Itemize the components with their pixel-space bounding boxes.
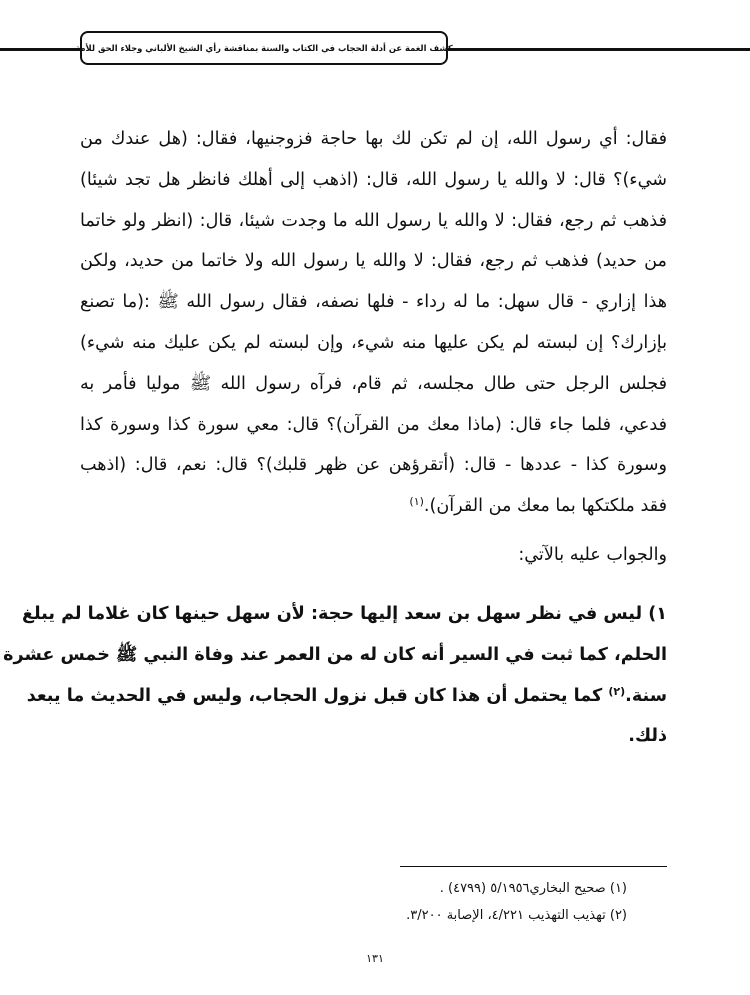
text-line: شيء)؟ قال: لا والله يا رسول الله، قال: (اذهب إلى أهلك فانظر هل تجد شيئا) [80, 169, 667, 190]
text-line: الحلم، كما ثبت في السير أنه كان له من العمر عند وفاة النبي ﷺ خمس عشرة [3, 644, 667, 665]
text-line: فجلس الرجل حتى طال مجلسه، ثم قام، فرآه رسول الله ﷺ موليا فأمر به [80, 373, 667, 394]
text-line-end: كما يحتمل أن هذا كان قبل نزول الحجاب، وليس في الحديث ما يبعد [26, 685, 609, 706]
text-line: بإزارك؟ إن لبسته لم يكن عليها منه شيء، وإن لبسته لم يكن عليك منه شيء) [80, 332, 667, 353]
text-line: فدعي، فلما جاء قال: (ماذا معك من القرآن)؟ قال: معي سورة كذا وسورة كذا [80, 414, 667, 435]
text-line: وسورة كذا - عددها - قال: (أتقرؤهن عن ظهر قلبك)؟ قال: نعم، قال: (اذهب [80, 455, 667, 476]
footnote-2: (٢) تهذيب التهذيب ٤/٢٢١، الإصابة ٣/٢٠٠. [406, 908, 627, 923]
text-line: فذهب ثم رجع، فقال: لا والله يا رسول الله ما وجدت شيئا، قال: (انظر ولو خاتما [80, 210, 667, 231]
footnote-1: (١) صحيح البخاري٥/١٩٥٦ (٤٧٩٩) . [439, 881, 627, 896]
book-title: كشف الغمة عن أدلة الحجاب في الكتاب والسنة بمناقشة رأي الشيخ الألباني وجلاء الحق للأمة [75, 43, 453, 53]
hadith-paragraph [80, 119, 667, 527]
text-line-last [80, 486, 667, 527]
text-line: هذا إزاري - قال سهل: ما له رداء - فلها نصفه، فقال رسول الله ﷺ :(ما تصنع [80, 292, 667, 313]
header-rule-left [0, 48, 84, 51]
running-header [75, 31, 453, 65]
text-line-last: ذلك. [628, 726, 667, 747]
footnote-ref-2[interactable]: (٢) [608, 684, 626, 698]
footnote-ref-1[interactable]: (١) [409, 495, 424, 509]
text-line [26, 676, 667, 717]
text-line-start: سنة. [625, 685, 667, 706]
header-rule-right [446, 48, 750, 51]
text-line: من حديد) فذهب ثم رجع، فقال: لا والله يا رسول الله ولا خاتما من حديد، ولكن [80, 251, 667, 272]
answer-paragraph [3, 594, 667, 757]
footnote-separator [400, 866, 667, 867]
footnotes [80, 875, 627, 929]
text-line: ١) ليس في نظر سهل بن سعد إليها حجة: لأن سهل حينها كان غلاما لم يبلغ [21, 604, 667, 624]
page-number: ١٣١ [366, 952, 384, 965]
answer-heading [80, 535, 667, 576]
answer-heading-text: والجواب عليه بالآتي: [518, 545, 667, 565]
text-line-body: فقد ملكتكها بما معك من القرآن). [423, 496, 667, 517]
text-line: فقال: أي رسول الله، إن لم تكن لك بها حاجة فزوجنيها، فقال: (هل عندك من [80, 129, 667, 149]
